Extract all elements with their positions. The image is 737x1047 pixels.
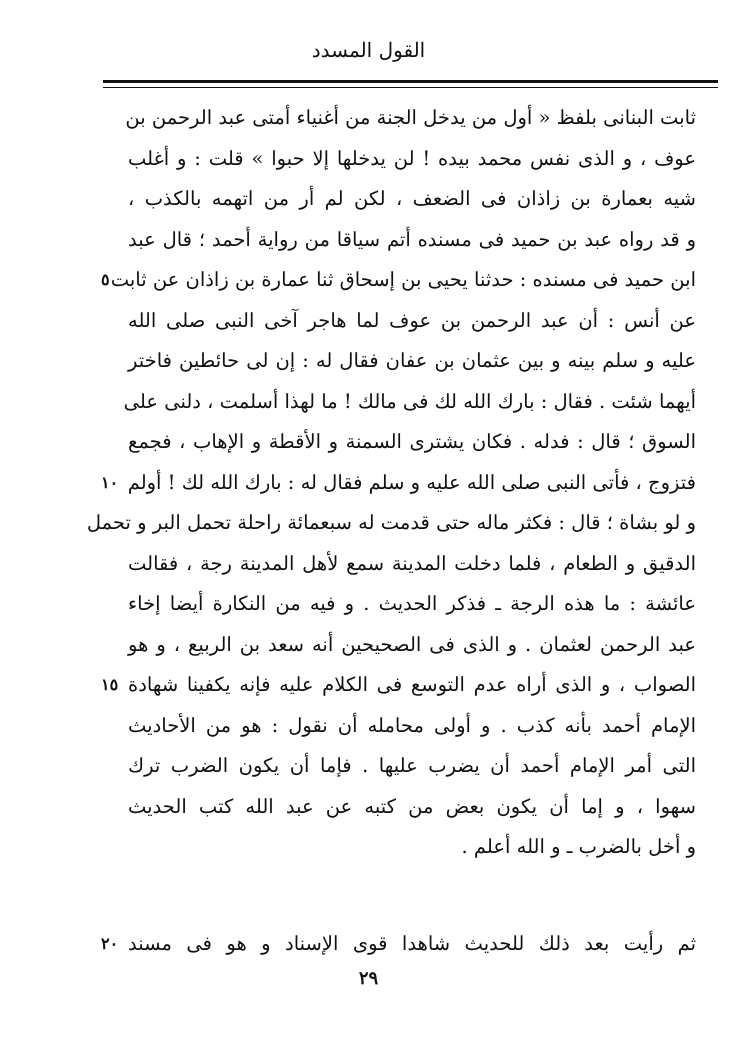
line-text: ثم رأيت بعد ذلك للحديث شاهدا قوى الإسناد و هو فى مسند [128,932,696,955]
header-rule-thin [103,87,718,88]
text-line [101,260,696,301]
line-text: شيه بعمارة بن زاذان فى الضعف ، لكن لم أر من اتهمه بالكذب ، [128,187,696,210]
line-number: ٢٠ [101,934,119,953]
line-text: الإمام أحمد بأنه كذب . و أولى محامله أن نقول : هو من الأحاديث [128,713,696,737]
line-text: عليه و سلم بينه و بين عثمان بن عفان فقال له : إن لى حائطين فاختر [128,349,696,372]
line-text: سهوا ، و إما أن يكون بعض من كتبه عن عبد الله كتب الحديث [128,794,696,818]
body-text [86,98,696,868]
text-line [128,179,696,220]
line-text: ثابت البنانى بلفظ « أول من يدخل الجنة من أغنياء أمتى عبد الرحمن بن [125,106,696,129]
line-text: ابن حميد فى مسنده : حدثنا يحيى بن إسحاق ثنا عمارة بن زاذان عن ثابت [110,268,696,291]
text-line [128,301,696,342]
text-line [128,544,696,585]
text-line [128,706,696,747]
text-line [128,625,696,666]
line-number: ١٥ [101,675,119,694]
line-number: ٥ [101,270,110,289]
text-line [125,98,696,139]
text-line [128,220,696,261]
line-text: فتزوج ، فأتى النبى صلى الله عليه و سلم فقال له : بارك الله لك ! أولم [127,470,696,494]
text-line [128,139,696,180]
text-line [128,746,696,787]
line-text: السوق ؛ قال : فدله . فكان يشترى السمنة و الأقطة و الإهاب ، فجمع [128,430,696,453]
line-text: عوف ، و الذى نفس محمد بيده ! لن يدخلها إلا حبوا » قلت : و أغلب [128,146,696,170]
line-text: و لو بشاة ؛ قال : فكثر ماله حتى قدمت له سبعمائة راحلة تحمل البر و تحمل [86,511,696,534]
text-line [86,503,696,544]
header-rule-thick [103,80,718,83]
text-line-final [101,924,696,964]
text-line [128,584,696,625]
text-line [128,827,696,868]
line-text: الصواب ، و الذى أراه عدم التوسع فى الكلام عليه فإنه يكفينا شهادة [128,673,696,696]
text-line [128,341,696,382]
running-title: القول المسدد [311,38,426,62]
text-line [123,382,696,423]
line-text: أيهما شئت . فقال : بارك الله لك فى مالك ! ما لهذا أسلمت ، دلنى على [123,389,696,413]
line-text: عائشة : ما هذه الرجة ـ فذكر الحديث . و فيه من النكارة أيضا إخاء [128,592,696,615]
line-text: و أخل بالضرب ـ و الله أعلم . [461,835,696,858]
line-text: التى أمر الإمام أحمد أن يضرب عليها . فإما أن يكون الضرب ترك [128,754,696,777]
text-line [101,665,696,706]
line-text: الدقيق و الطعام ، فلما دخلت المدينة سمع لأهل المدينة رجة ، فقالت [128,551,696,575]
page-number: ٢٩ [358,968,379,989]
text-line [128,787,696,828]
line-text: عبد الرحمن لعثمان . و الذى فى الصحيحين أنه سعد بن الربيع ، و هو [128,632,696,656]
text-line [101,463,696,504]
line-text: عن أنس : أن عبد الرحمن بن عوف لما هاجر آخى النبى صلى الله [128,308,696,332]
line-number: ١٠ [101,472,119,492]
line-text: و قد رواه عبد بن حميد فى مسنده أتم سياقا من رواية أحمد ؛ قال عبد [128,227,696,251]
text-line [128,422,696,463]
